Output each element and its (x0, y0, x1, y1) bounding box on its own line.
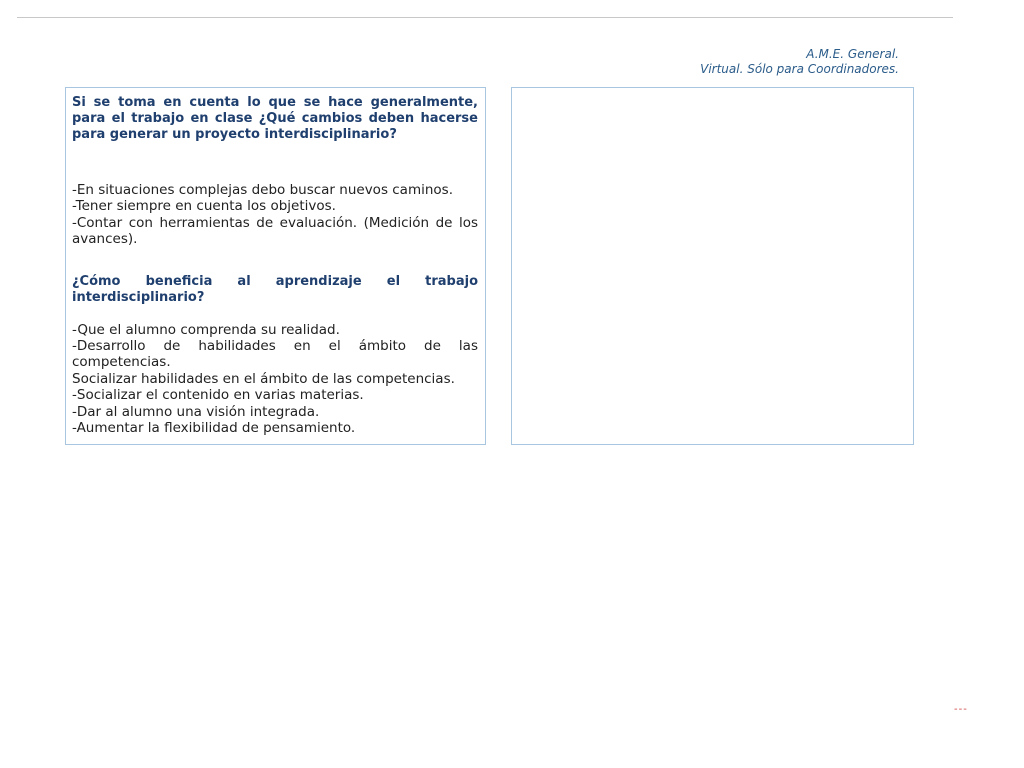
header-line-2: Virtual. Sólo para Coordinadores. (700, 62, 899, 76)
list-item: Socializar habilidades en el ámbito de las competencias. (72, 370, 455, 387)
list-item: -Aumentar la flexibilidad de pensamiento. (72, 420, 356, 437)
list-item: -Socializar el contenido en varias materias. (72, 387, 364, 404)
top-divider (17, 17, 953, 18)
list-item: -Contar con herramientas de evaluación. (Medición de los avances). (72, 214, 478, 248)
list-item: -Dar al alumno una visión integrada. (72, 403, 320, 420)
question-2: ¿Cómo beneficia al aprendizaje el trabajo interdisciplinario? (72, 273, 478, 305)
question-1: Si se toma en cuenta lo que se hace generalmente, para el trabajo en clase ¿Qué cambios deben hacerse para generar un proyecto interdisciplinario? (72, 95, 478, 142)
right-empty-panel (511, 87, 914, 445)
list-item: -En situaciones complejas debo buscar nuevos caminos. (72, 182, 453, 198)
page-header (700, 47, 899, 77)
list-item: -Que el alumno comprenda su realidad. (72, 321, 340, 338)
footer-mark: --- (954, 704, 968, 715)
left-text-panel (65, 87, 486, 445)
list-item: -Tener siempre en cuenta los objetivos. (72, 198, 336, 215)
answer-list-1 (72, 182, 478, 248)
answer-list-2 (72, 322, 478, 437)
header-line-1: A.M.E. General. (806, 47, 899, 61)
list-item: -Desarrollo de habilidades en el ámbito de las competencias. (72, 338, 478, 371)
